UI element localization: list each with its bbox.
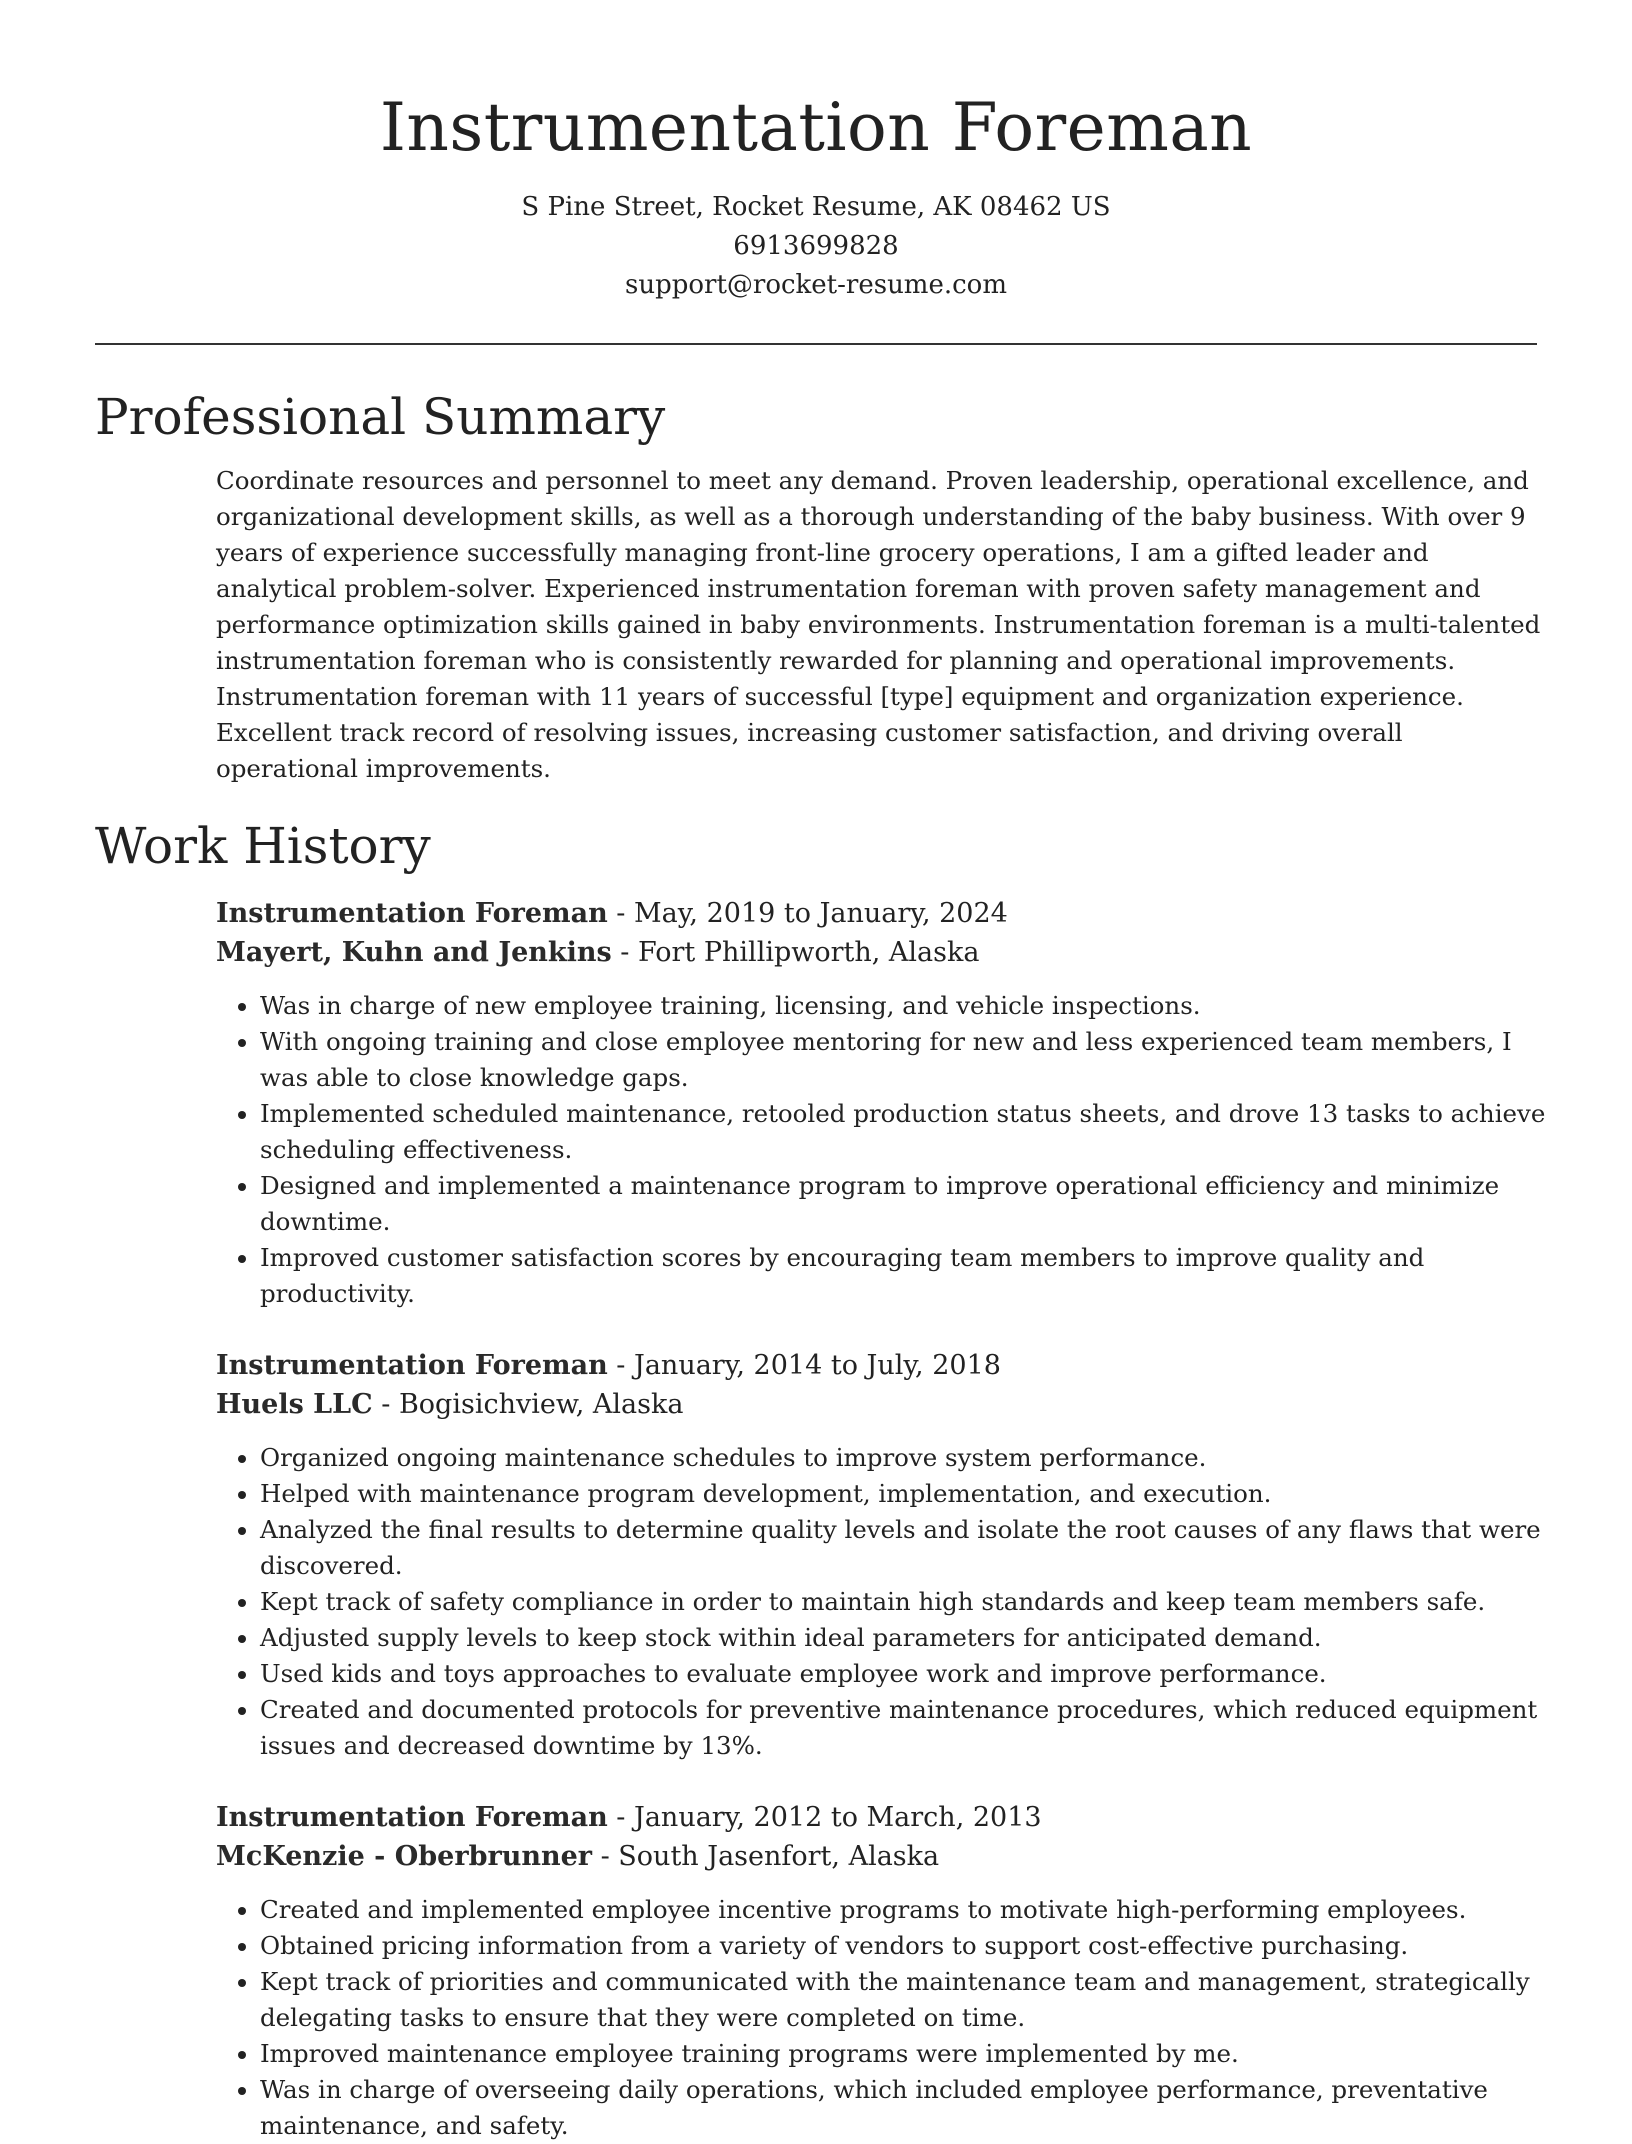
- job-bullets: [216, 1892, 1546, 2144]
- job-company-line: Mayert, Kuhn and Jenkins - Fort Phillipworth, Alaska: [216, 937, 980, 968]
- work-history-heading: Work History: [95, 817, 431, 875]
- job-bullet: • Created and documented protocols for preventive maintenance procedures, which reduced equipment issues and decreased downtime by 13%.: [260, 1692, 1546, 1764]
- summary-text: Coordinate resources and personnel to meet any demand. Proven leadership, operational excellence, and organizational development skills, as well as a thorough understanding of the baby business. With over 9 years of experience successfully managing front-line grocery operations, I am a gifted leader and analytical problem-solver. Experienced instrumentation foreman with proven safety management and performance optimization skills gained in baby environments. Instrumentation foreman is a multi-talented instrumentation foreman who is consistently rewarded for planning and operational improvements. Instrumentation foreman with 11 years of successful [type] equipment and organization experience. Excellent track record of resolving issues, increasing customer satisfaction, and driving overall operational improvements.: [216, 466, 1541, 783]
- job-role: Instrumentation Foreman: [216, 1802, 608, 1833]
- job-entry: [216, 1798, 1546, 2144]
- job-bullet: • Improved maintenance employee training programs were implemented by me.: [260, 2036, 1546, 2072]
- contact-phone: 6913699828: [733, 231, 899, 261]
- job-bullet: • Used kids and toys approaches to evaluate employee work and improve performance.: [260, 1656, 1546, 1692]
- job-role: Instrumentation Foreman: [216, 898, 608, 929]
- contact-email: support@rocket-resume.com: [624, 270, 1007, 300]
- job-bullet: • Obtained pricing information from a variety of vendors to support cost-effective purchasing.: [260, 1928, 1546, 1964]
- job-role: Instrumentation Foreman: [216, 1350, 608, 1381]
- job-title-line: Instrumentation Foreman - January, 2014 to July, 2018: [216, 1350, 1001, 1381]
- contact-block: [95, 188, 1537, 305]
- job-title-line: Instrumentation Foreman - January, 2012 to March, 2013: [216, 1802, 1042, 1833]
- job-bullet: • Kept track of priorities and communicated with the maintenance team and management, strategically delegating tasks to ensure that they were completed on time.: [260, 1964, 1546, 2036]
- job-bullet: • Designed and implemented a maintenance program to improve operational efficiency and minimize downtime.: [260, 1168, 1546, 1240]
- job-entry: [216, 1346, 1546, 1764]
- contact-address: S Pine Street, Rocket Resume, AK 08462 US: [521, 192, 1111, 222]
- job-bullet: • Organized ongoing maintenance schedules to improve system performance.: [260, 1440, 1546, 1476]
- job-bullet: • Helped with maintenance program development, implementation, and execution.: [260, 1476, 1546, 1512]
- job-bullet: • Improved customer satisfaction scores by encouraging team members to improve quality and productivity.: [260, 1240, 1546, 1312]
- summary-section: [216, 463, 1546, 787]
- job-bullet: • Kept track of safety compliance in order to maintain high standards and keep team members safe.: [260, 1584, 1546, 1620]
- job-bullet: • Adjusted supply levels to keep stock within ideal parameters for anticipated demand.: [260, 1620, 1546, 1656]
- job-company: Huels LLC: [216, 1389, 373, 1420]
- job-entry: [216, 894, 1546, 1312]
- job-title-line: Instrumentation Foreman - May, 2019 to January, 2024: [216, 898, 1008, 929]
- job-bullets: [216, 988, 1546, 1312]
- job-location: Bogisichview, Alaska: [398, 1389, 684, 1420]
- job-location: Fort Phillipworth, Alaska: [638, 937, 980, 968]
- job-company: McKenzie - Oberbrunner: [216, 1841, 592, 1872]
- job-company-line: Huels LLC - Bogisichview, Alaska: [216, 1389, 684, 1420]
- summary-heading: Professional Summary: [95, 388, 666, 446]
- job-bullets: [216, 1440, 1546, 1764]
- candidate-name: Instrumentation Foreman: [379, 89, 1253, 166]
- job-bullet: • With ongoing training and close employee mentoring for new and less experienced team members, I was able to close knowledge gaps.: [260, 1024, 1546, 1096]
- job-dates: January, 2014 to July, 2018: [634, 1350, 1001, 1381]
- resume-page: [95, 0, 1546, 2144]
- job-company-line: McKenzie - Oberbrunner - South Jasenfort, Alaska: [216, 1841, 940, 1872]
- job-dates: January, 2012 to March, 2013: [634, 1802, 1042, 1833]
- job-company: Mayert, Kuhn and Jenkins: [216, 937, 612, 968]
- job-bullet: • Created and implemented employee incentive programs to motivate high-performing employees.: [260, 1892, 1546, 1928]
- job-bullet: • Was in charge of overseeing daily operations, which included employee performance, preventative maintenance, and safety.: [260, 2072, 1546, 2144]
- job-dates: May, 2019 to January, 2024: [634, 898, 1008, 929]
- work-history-section: [216, 894, 1546, 2144]
- header-divider: [95, 343, 1537, 345]
- job-bullet: • Analyzed the final results to determine quality levels and isolate the root causes of any flaws that were discovered.: [260, 1512, 1546, 1584]
- job-bullet: • Implemented scheduled maintenance, retooled production status sheets, and drove 13 tasks to achieve scheduling effectiveness.: [260, 1096, 1546, 1168]
- job-bullet: • Was in charge of new employee training, licensing, and vehicle inspections.: [260, 988, 1546, 1024]
- job-location: South Jasenfort, Alaska: [618, 1841, 940, 1872]
